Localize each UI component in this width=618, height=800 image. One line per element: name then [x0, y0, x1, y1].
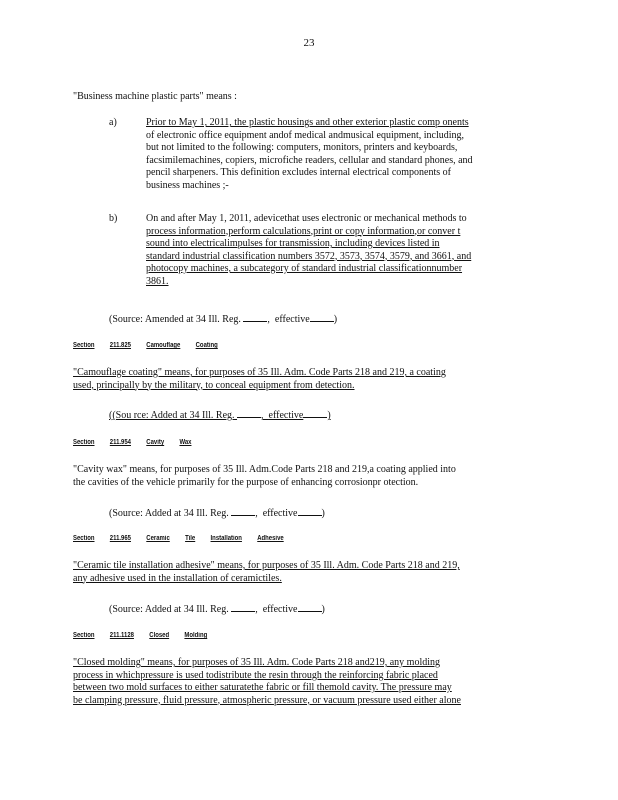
definition-line: process in whichpressure is used todistribute the resin through the reinforcing fabric placed	[73, 669, 438, 681]
section-heading-211-965: Section 211.965 Ceramic Tile Installation Adhesive	[73, 535, 284, 542]
item-b-line: photocopy machines, a subcategory of standard industrial classificationnumber	[146, 263, 463, 274]
definition-line: used, principally by the military, to conceal equipment from detection.	[73, 379, 355, 391]
item-a-label: a)	[109, 117, 117, 128]
definition-line: be clamping pressure, fluid pressure, atmospheric pressure, or vacuum pressure used either alone	[73, 694, 461, 706]
source-note: (Source: Added at 34 Ill. Reg. , effective )	[109, 508, 325, 519]
definition-line: "Closed molding" means, for purposes of 35 Ill. Adm. Code Parts 218 and219, any molding	[73, 657, 441, 668]
section-heading-211-825: Section 211.825 Camouflage Coating	[73, 342, 218, 349]
definition-line: between two mold surfaces to either saturatethe fabric or fill themold cavity. The pressure may	[73, 682, 452, 693]
definition-line: "Ceramic tile installation adhesive" means, for purposes of 35 Ill. Adm. Code Parts 218 and 219,	[73, 560, 460, 571]
intro-definition: "Business machine plastic parts" means :	[73, 91, 237, 102]
source-note: ((Sou rce: Added at 34 Ill. Reg. , effective )	[109, 410, 331, 421]
definition-line: any adhesive used in the installation of ceramictiles.	[73, 572, 282, 584]
item-a-line: pencil sharpeners. This definition excludes internal electrical components of	[146, 167, 451, 178]
item-b-line: standard industrial classification numbers 3572, 3573, 3574, 3579, and 3661, and	[146, 250, 472, 262]
item-a-line: Prior to May 1, 2011, the plastic housings and other exterior plastic comp onents	[146, 117, 469, 128]
item-a-line: facsimilemachines, copiers, microfiche readers, cellular and standard phones, and	[146, 154, 473, 166]
section-heading-211-1128: Section 211.1128 Closed Molding	[73, 632, 208, 639]
definition-line: "Camouflage coating" means, for purposes of 35 Ill. Adm. Code Parts 218 and 219, a coating	[73, 367, 446, 378]
item-b-line: 3861.	[146, 275, 169, 287]
item-b-line: On and after May 1, 2011, adevicethat uses electronic or mechanical methods to	[146, 213, 467, 224]
definition-line: the cavities of the vehicle primarily for the purpose of enhancing corrosionpr otection.	[73, 476, 419, 488]
item-b-line: process information,perform calculations,print or copy information,or conver t	[146, 225, 461, 237]
item-b-line: sound into electricalimpulses for transmission, including devices listed in	[146, 238, 440, 249]
item-a-line: of electronic office equipment andof medical andmusical equipment, including,	[146, 129, 465, 141]
section-heading-211-954: Section 211.954 Cavity Wax	[73, 439, 192, 446]
item-a-line: but not limited to the following: computers, monitors, printers and keyboards,	[146, 142, 458, 153]
source-note: (Source: Amended at 34 Ill. Reg. , effective )	[109, 314, 338, 325]
source-note: (Source: Added at 34 Ill. Reg. , effective )	[109, 604, 325, 615]
item-a-line: business machines ;-	[146, 179, 229, 191]
page-number: 23	[303, 37, 315, 49]
definition-line: "Cavity wax" means, for purposes of 35 Ill. Adm.Code Parts 218 and 219,a coating applied into	[73, 464, 456, 475]
item-b-label: b)	[109, 213, 118, 224]
